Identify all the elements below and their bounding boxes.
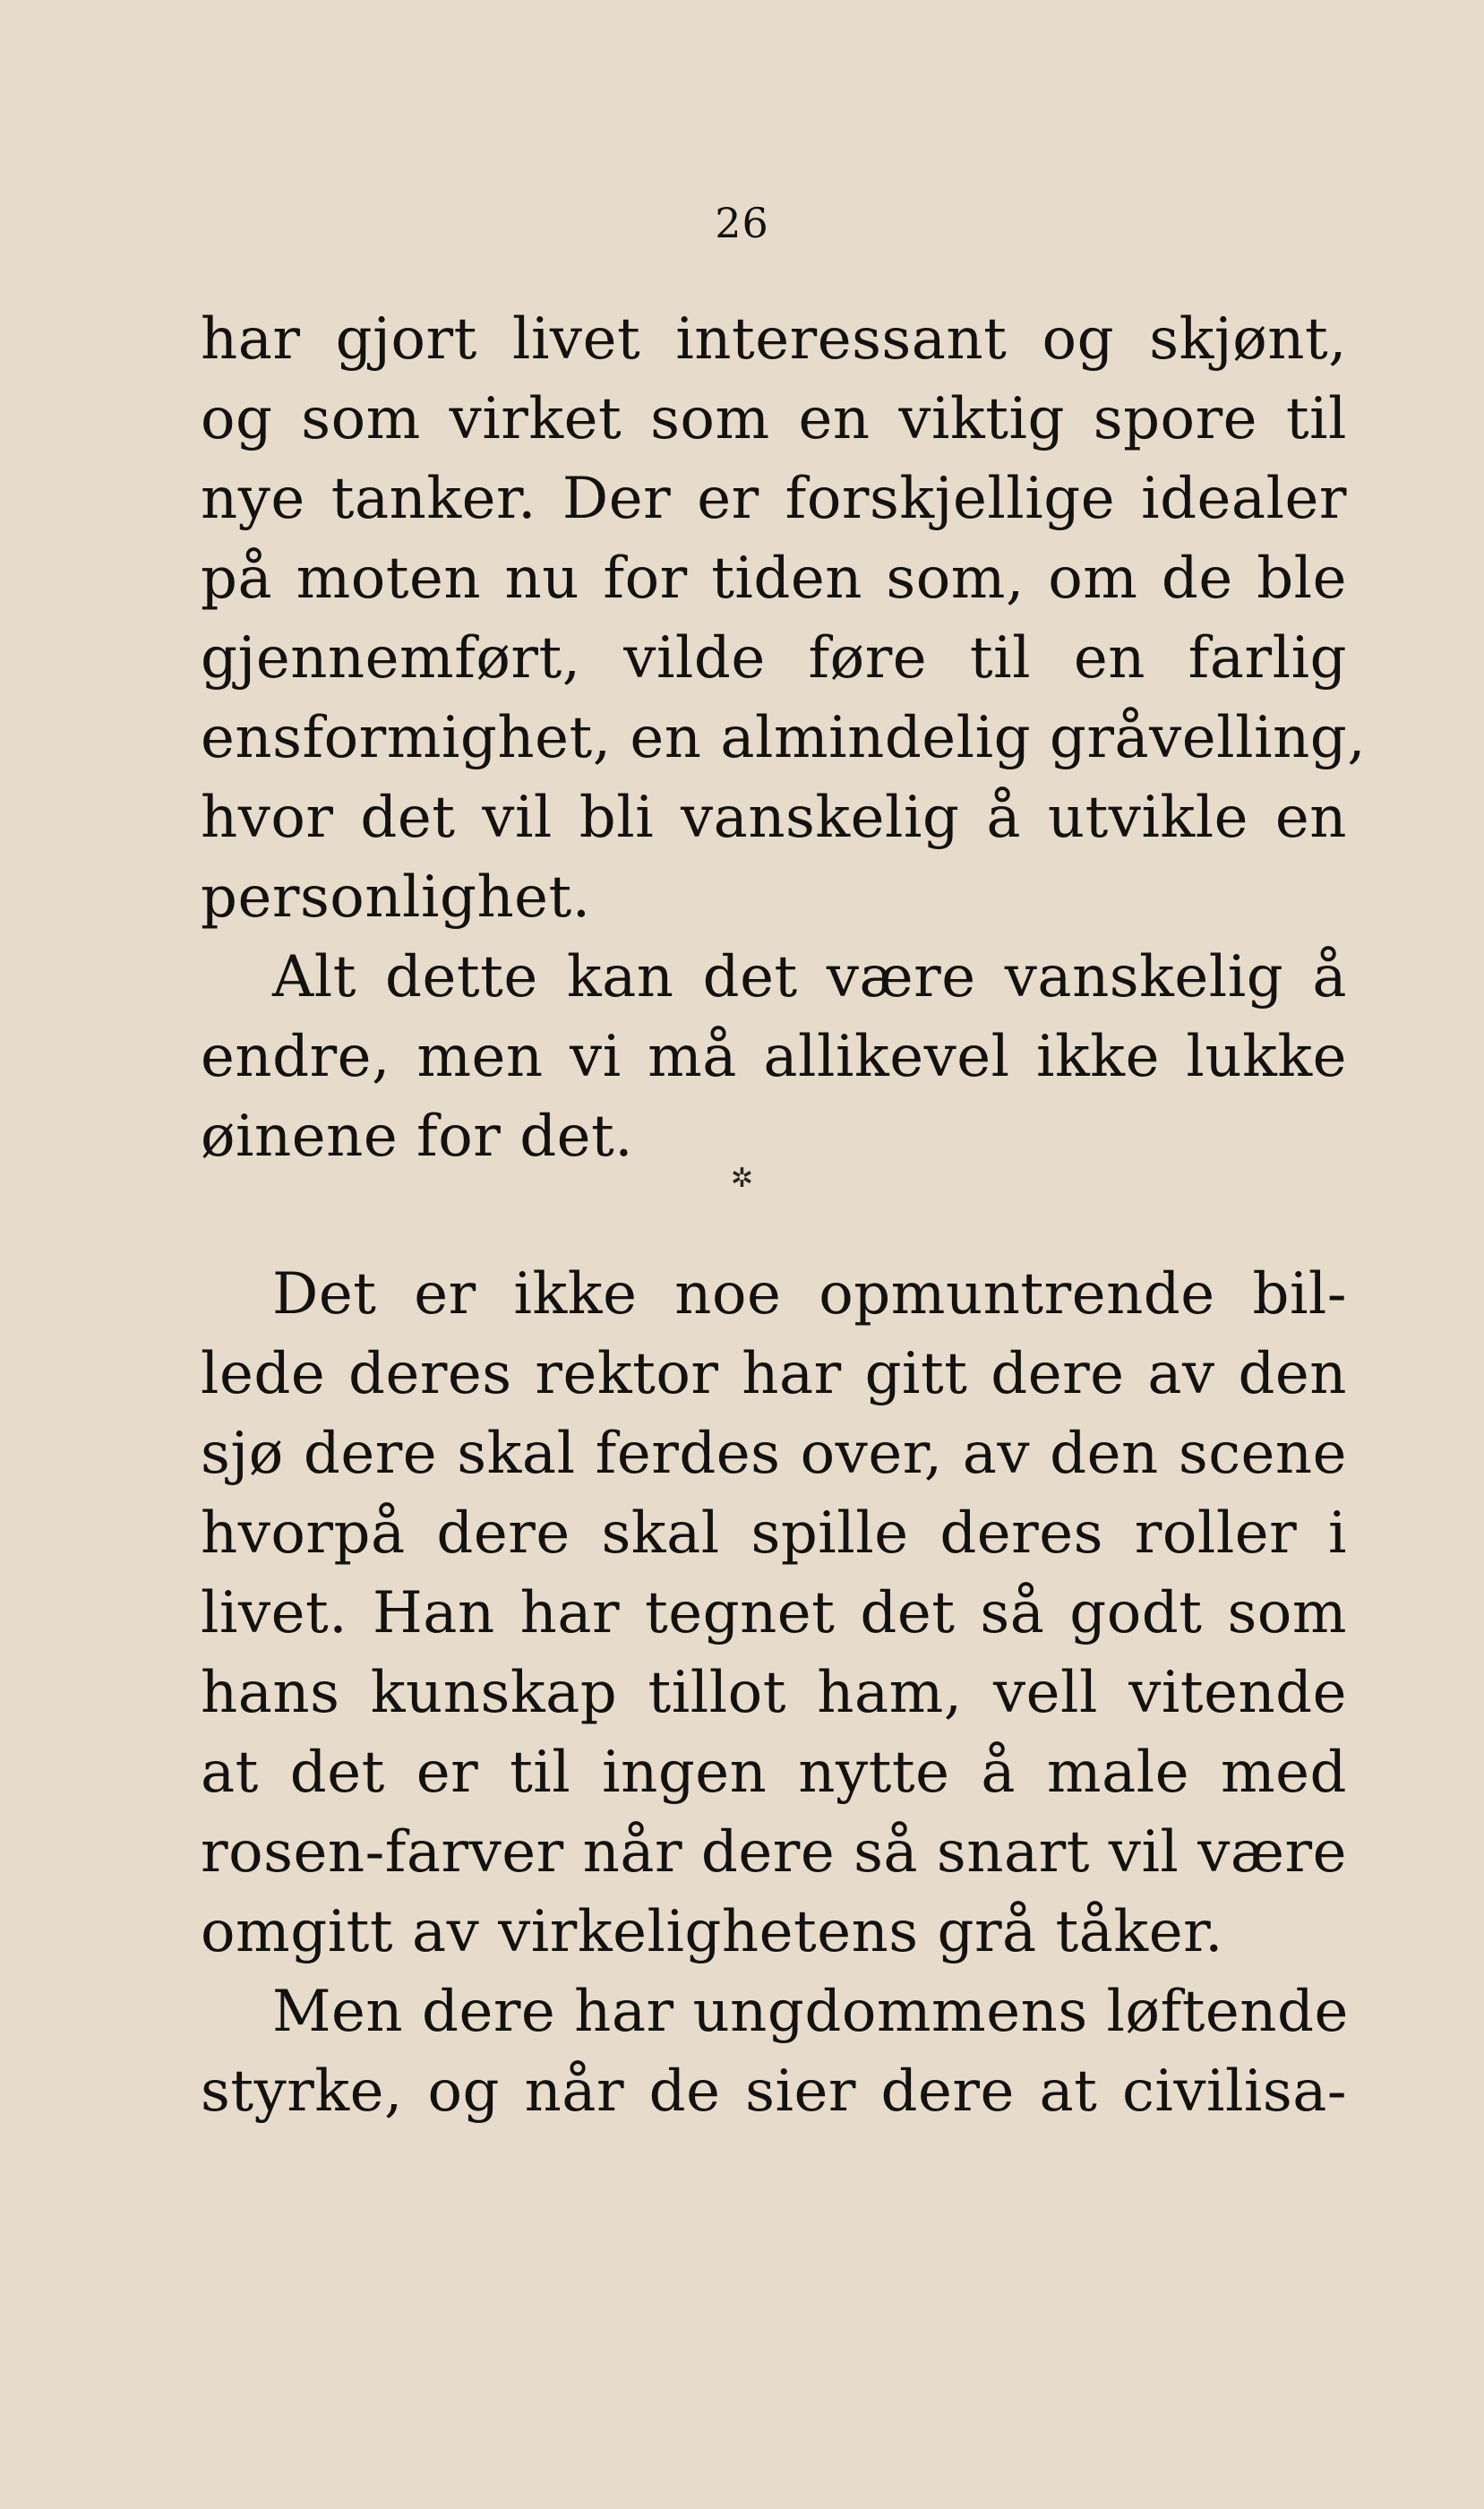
text-line: Men dere har ungdommens løftende xyxy=(272,1979,1349,2045)
text-line: Alt dette kan det være vanskelig å xyxy=(272,944,1347,1010)
text-line: og som virket som en viktig spore til xyxy=(201,386,1347,452)
text-line: personlighet. xyxy=(201,864,591,931)
text-line: ensformighet, en almindelig gråvelling, xyxy=(201,705,1367,771)
text-line: har gjort livet interessant og skjønt, xyxy=(201,306,1347,373)
text-line: livet. Han har tegnet det så godt som xyxy=(201,1580,1347,1646)
text-line: lede deres rektor har gitt dere av den xyxy=(201,1341,1347,1407)
text-line: endre, men vi må allikevel ikke lukke xyxy=(201,1024,1347,1090)
text-line: nye tanker. Der er forskjellige idealer xyxy=(201,466,1347,532)
text-line: på moten nu for tiden som, om de ble xyxy=(201,546,1347,612)
text-line: rosen-farver når dere så snart vil være xyxy=(201,1819,1347,1886)
text-line: omgitt av virkelighetens grå tåker. xyxy=(201,1899,1223,1965)
text-line: hans kunskap tillot ham, vell vitende xyxy=(201,1660,1347,1726)
section-ornament-icon: ✲ xyxy=(730,1163,754,1194)
text-line: øinene for det. xyxy=(201,1104,634,1170)
text-line: at det er til ingen nytte å male med xyxy=(201,1740,1347,1806)
text-line: hvorpå dere skal spille deres roller i xyxy=(201,1500,1347,1567)
text-line: hvor det vil bli vanskelig å utvikle en xyxy=(201,785,1347,851)
text-line: gjennemført, vilde føre til en farlig xyxy=(201,625,1347,692)
text-line: Det er ikke noe opmuntrende bil- xyxy=(272,1261,1347,1328)
text-line: styrke, og når de sier dere at civilisa- xyxy=(201,2058,1347,2125)
page-number: 26 xyxy=(715,199,769,247)
text-line: sjø dere skal ferdes over, av den scene xyxy=(201,1421,1347,1487)
